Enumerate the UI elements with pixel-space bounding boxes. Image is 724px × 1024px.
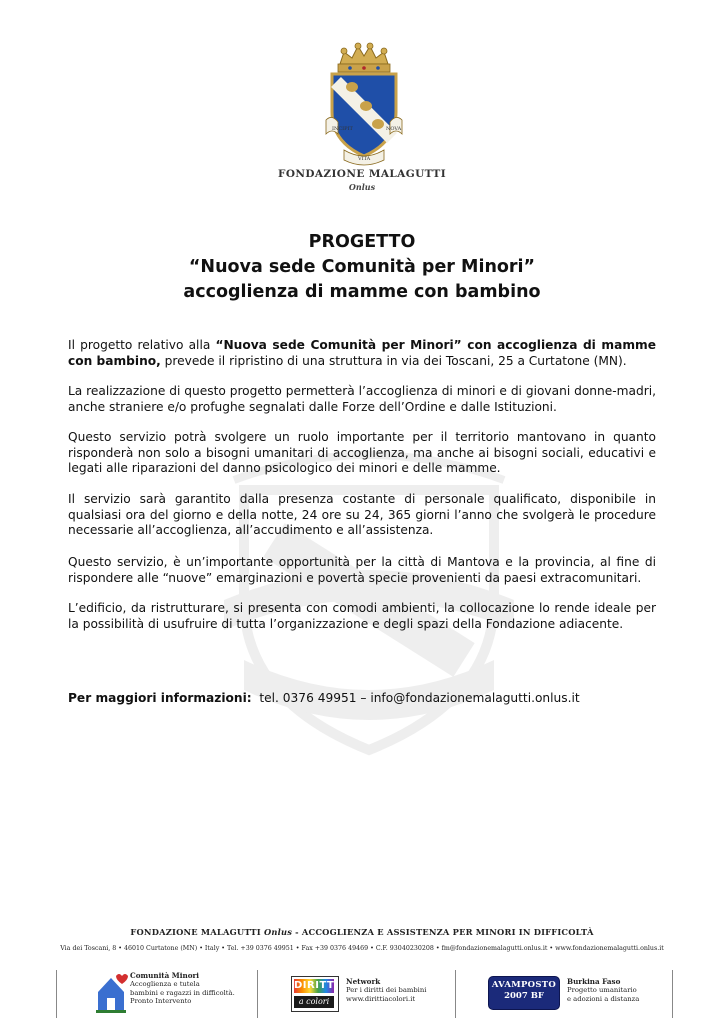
document-title: PROGETTO [308,232,416,252]
svg-text:NOVA: NOVA [386,126,402,132]
partner-network [346,978,426,1003]
project-subtitle: accoglienza di mamme con bambino [183,282,541,302]
footer-divider [56,970,57,1018]
paragraph-service-role: Questo servizio potrà svolgere un ruolo importante per il territorio mantovano in quanto risponderà non solo a bisogni umanitari di accoglienza, ma anche ai bisogni sociali, educativi e legati alle riparazioni del danno psicologico dei minori e delle mamme. [68,430,656,476]
svg-text:VITA: VITA [358,156,371,162]
paragraph-realization: La realizzazione di questo progetto permetterà l’accoglienza di minori e di giovani donne-madri, anche straniere e/o profughe segnalati dalle Forze dell’Ordine e dalle Istituzioni. [68,384,656,414]
paragraph-staff: Il servizio sarà garantito dalla presenza costante di personale qualificato, disponibile in qualsiasi ora del giorno e della notte, 24 ore su 24, 365 giorni l’anno che svolgerà le procedure necessarie all’accoglienza, all’accudimento e all’assistenza. [68,492,656,538]
badge-line2: 2007 BF [504,991,544,1001]
partner-burkina-faso [567,978,639,1003]
footer-divider [672,970,673,1018]
footer-onlus: Onlus [263,927,293,937]
footer-divider [257,970,258,1018]
comunita-minori-logo-icon [94,970,128,1014]
project-name: “Nuova sede Comunità per Minori” [188,257,536,277]
paragraph-building: L’edificio, da ristrutturare, si presenta con comodi ambienti, la collocazione lo rende ideale per la possibilità di usufruire di tutta l’organizzazione e degli spazi della Fondazione adiacente. [68,601,656,631]
contact-phone: tel. 0376 49951 [259,691,357,705]
badge-line1: AVAMPOSTO [491,980,557,990]
partner-comunita-minori [130,972,235,1006]
footer-mission: - ACCOGLIENZA E ASSISTENZA PER MINORI IN DIFFICOLTÀ [295,927,594,937]
partner-line: e adozioni a distanza [567,994,640,1003]
avamposto-badge [488,976,560,1010]
diritti-a-colori-logo [291,976,339,1012]
contact-separator: – [360,691,367,705]
partner-line: www.dirittiacolori.it [346,994,416,1003]
svg-text:INCIPIT: INCIPIT [332,126,353,132]
diritti-logo-bottom: a colori [294,996,334,1008]
partner-line: Accoglienza e tutela [130,980,200,989]
crest-watermark [214,430,524,760]
intro-text: Il progetto relativo alla [68,338,216,352]
partner-line: bambini e ragazzi in difficoltà. [130,988,235,997]
footer-title [0,927,724,937]
contact-info [68,691,580,705]
contact-email[interactable]: info@fondazionemalagutti.onlus.it [370,691,580,705]
organization-subtitle: Onlus [348,182,376,192]
intro-project-name: “Nuova sede Comunità per Minori” con accoglienza di mamme con bambino, [68,338,656,368]
partner-name: Network [346,977,381,986]
foundation-crest-icon [322,42,406,172]
partner-name: Burkina Faso [567,977,621,986]
footer-divider [455,970,456,1018]
organization-name: FONDAZIONE MALAGUTTI [277,168,447,180]
diritti-logo-top: DIRITTI [294,980,339,991]
partner-line: Pronto Intervento [130,997,192,1006]
footer-address: Via dei Toscani, 8 • 46010 Curtatone (MN) • Italy • Tel. +39 0376 49951 • Fax +39 0376 49469 • C.F. 93040230208 • fm@fondazionemalagutti.onlus.it • www.fondazionemalagutti.onlus.it [60,945,664,952]
paragraph-opportunity: Questo servizio, è un’importante opportunità per la città di Mantova e la provincia, al fine di rispondere alle “nuove” emarginazioni e povertà specie provenienti da paesi extracomunitari. [68,555,656,585]
partner-line: Per i diritti dei bambini [346,986,427,995]
partner-line: Progetto umanitario [567,986,637,995]
intro-location: prevede il ripristino di una struttura in via dei Toscani, 25 a Curtatone (MN). [160,353,627,368]
partner-name: Comunità Minori [130,971,200,980]
contact-label: Per maggiori informazioni: [68,691,252,705]
footer-org-name: FONDAZIONE MALAGUTTI [130,927,261,937]
paragraph-intro [68,338,656,369]
